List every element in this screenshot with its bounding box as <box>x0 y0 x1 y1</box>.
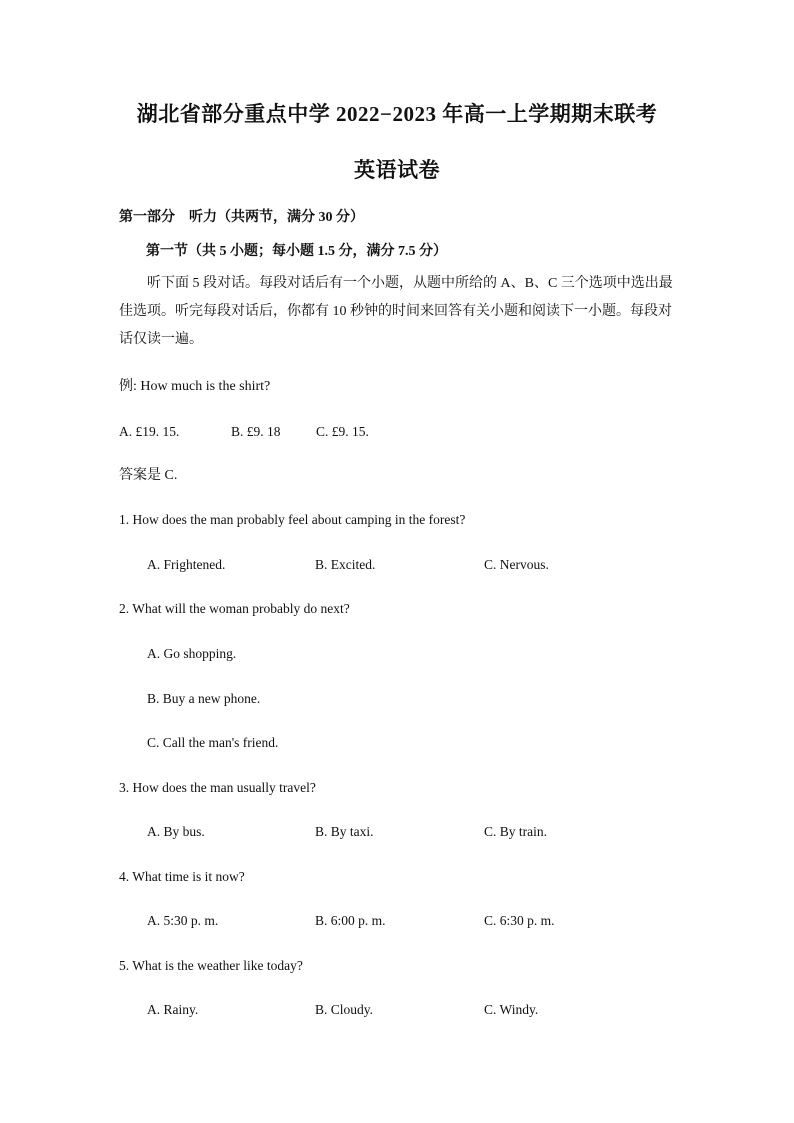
example-option-b: B. £9. 18 <box>231 424 281 439</box>
example-option-a: A. £19. 15. <box>119 424 180 439</box>
question-2: 2. What will the woman probably do next? <box>119 601 350 616</box>
question-1-option-b: B. Excited. <box>315 557 376 572</box>
question-5-option-a: A. Rainy. <box>147 1002 199 1017</box>
example-option-c: C. £9. 15. <box>316 424 369 439</box>
question-4-option-a: A. 5:30 p. m. <box>147 913 219 928</box>
question-1-option-a: A. Frightened. <box>147 557 226 572</box>
question-3-option-a: A. By bus. <box>147 824 205 839</box>
question-3-option-c: C. By train. <box>484 824 547 839</box>
part-heading: 第一部分 听力（共两节，满分 30 分） <box>119 210 364 225</box>
question-2-option-a: A. Go shopping. <box>147 646 237 661</box>
question-5-option-b: B. Cloudy. <box>315 1002 374 1017</box>
instructions-paragraph: 听下面 5 段对话。每段对话后有一个小题，从题中所给的 A、B、C 三个选项中选出最佳选项。听完每段对话后，你都有 10 秒钟的时间来回答有关小题和阅读下一小题。每段对话仅读一遍。 <box>119 276 673 347</box>
example-answer: 答案是 C. <box>119 468 178 483</box>
example-question: 例: How much is the shirt? <box>119 379 271 394</box>
section-heading: 第一节（共 5 小题；每小题 1.5 分，满分 7.5 分） <box>146 244 447 259</box>
exam-subtitle: 英语试卷 <box>354 158 440 182</box>
question-3: 3. How does the man usually travel? <box>119 780 316 795</box>
question-1: 1. How does the man probably feel about camping in the forest? <box>119 512 466 527</box>
question-5-option-c: C. Windy. <box>484 1002 539 1017</box>
question-5: 5. What is the weather like today? <box>119 958 303 973</box>
question-4-option-b: B. 6:00 p. m. <box>315 913 386 928</box>
question-3-option-b: B. By taxi. <box>315 824 374 839</box>
question-1-option-c: C. Nervous. <box>484 557 549 572</box>
question-4-option-c: C. 6:30 p. m. <box>484 913 555 928</box>
exam-title: 湖北省部分重点中学 2022−2023 年高一上学期期末联考 <box>136 102 658 126</box>
question-2-option-b: B. Buy a new phone. <box>147 691 261 706</box>
question-2-option-c: C. Call the man's friend. <box>147 735 279 750</box>
question-4: 4. What time is it now? <box>119 869 245 884</box>
